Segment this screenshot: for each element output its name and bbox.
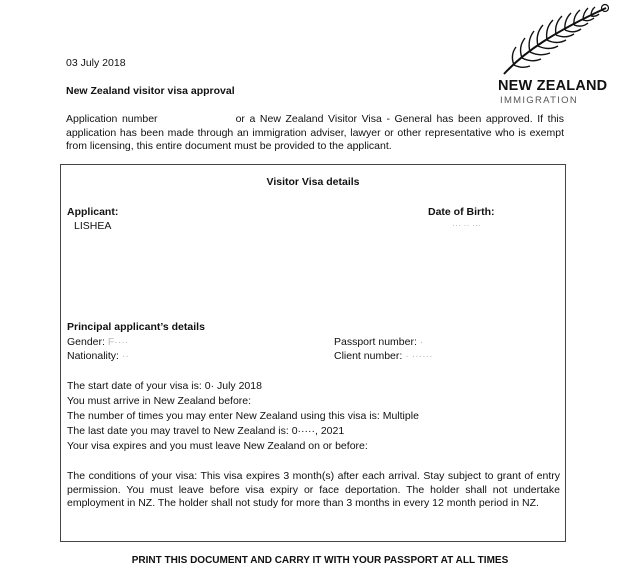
intro-text-before: Application number bbox=[66, 113, 158, 125]
last-travel-date: The last date you may travel to New Zealand is: 0·····, 2021 bbox=[67, 425, 345, 437]
passport-label: Passport number: bbox=[334, 336, 417, 348]
client-value: · ······ bbox=[405, 350, 433, 362]
visa-expiry: Your visa expires and you must leave New Zealand on or before: bbox=[67, 440, 368, 452]
client-label: Client number: bbox=[334, 350, 403, 362]
number-of-entries: The number of times you may enter New Zealand using this visa is: Multiple bbox=[67, 410, 419, 422]
visa-conditions: The conditions of your visa: This visa expires 3 month(s) after each arrival. Stay subject to grant of entry permission. You must leave before visa expiry or face deportation. The holder shall not undertake employment in NZ. The holder shall not study for more than 3 months in every 12 month period in NZ. bbox=[67, 470, 560, 509]
nationality-label: Nationality: bbox=[67, 350, 119, 362]
gender-value: F···· bbox=[107, 336, 129, 348]
visa-details-title: Visitor Visa details bbox=[266, 176, 360, 188]
passport-value: · bbox=[419, 336, 424, 348]
dob-value: ··· ·· ··· bbox=[452, 220, 481, 230]
print-notice: PRINT THIS DOCUMENT AND CARRY IT WITH YOUR PASSPORT AT ALL TIMES bbox=[131, 555, 509, 566]
passport-row bbox=[334, 336, 423, 350]
nationality-row bbox=[67, 350, 129, 364]
gender-label: Gender: bbox=[67, 336, 105, 348]
applicant-label: Applicant: bbox=[67, 206, 119, 218]
dob-label: Date of Birth: bbox=[428, 206, 495, 218]
intro-paragraph bbox=[66, 113, 564, 154]
silver-fern-logo-icon bbox=[494, 2, 614, 78]
visa-start-date: The start date of your visa is: 0· July 2018 bbox=[67, 380, 262, 392]
arrive-before: You must arrive in New Zealand before: bbox=[67, 395, 252, 407]
intro-text-after: or a New Zealand Visitor Visa - General has been approved. If this application has been made through an immigration adviser, lawyer or other representative who is exempt from licensing, this entire document must be provided to the applicant. bbox=[66, 113, 564, 152]
nationality-value: ·· bbox=[121, 350, 129, 362]
client-row bbox=[334, 350, 433, 364]
letter-heading: New Zealand visitor visa approval bbox=[66, 85, 235, 97]
principal-applicant-heading: Principal applicant’s details bbox=[67, 321, 205, 333]
logo-wordmark: NEW ZEALAND bbox=[498, 78, 608, 94]
gender-row bbox=[67, 336, 128, 350]
applicant-name: LISHEA bbox=[74, 220, 112, 232]
letter-date: 03 July 2018 bbox=[66, 57, 126, 69]
logo-subtitle: IMMIGRATION bbox=[500, 95, 578, 106]
